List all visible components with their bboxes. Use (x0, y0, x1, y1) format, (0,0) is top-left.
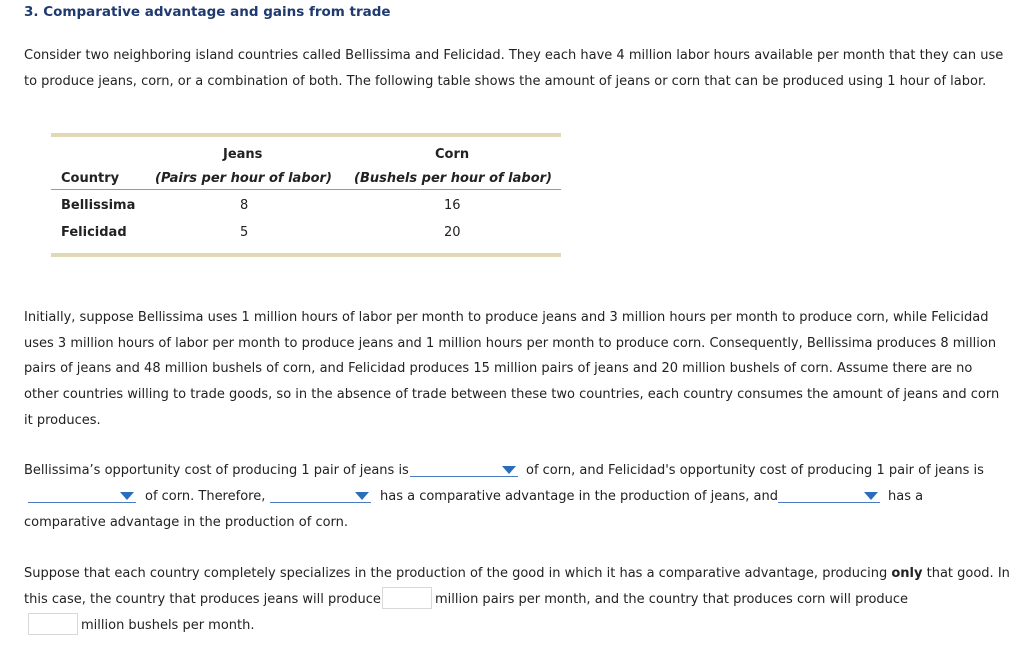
header-divider (51, 189, 561, 190)
row-corn: 20 (444, 225, 461, 240)
corn-advantage-country-dropdown[interactable] (778, 488, 880, 503)
header-country: Country (61, 171, 120, 186)
production-table (51, 133, 561, 257)
q2-text-c: this case, the country that produces jeans will produce (24, 592, 381, 607)
felicidad-opportunity-cost-dropdown[interactable] (28, 488, 136, 503)
chevron-down-icon (355, 492, 369, 500)
jeans-quantity-input[interactable] (382, 587, 432, 609)
q1-text-f: comparative advantage in the production of corn. (24, 515, 349, 530)
header-jeans-unit: (Pairs per hour of labor) (155, 171, 332, 186)
q1-text-e: has a (888, 489, 924, 504)
question-title: 3. Comparative advantage and gains from trade (24, 4, 391, 20)
row-jeans: 5 (240, 225, 249, 240)
row-corn: 16 (444, 198, 461, 213)
header-corn-unit: (Bushels per hour of labor) (354, 171, 553, 186)
q2-emphasis: only (891, 566, 923, 581)
q2-text-d: million pairs per month, and the country that produces corn will produce (435, 592, 909, 607)
q2-text-e: million bushels per month. (81, 618, 255, 633)
q1-text-c: of corn. Therefore, (145, 489, 266, 504)
bellissima-opportunity-cost-dropdown[interactable] (410, 462, 518, 477)
header-corn: Corn (435, 147, 470, 162)
corn-quantity-input[interactable] (28, 613, 78, 635)
table-top-rule (51, 133, 561, 137)
table-bottom-rule (51, 253, 561, 257)
q1-text-a: Bellissima’s opportunity cost of producing 1 pair of jeans is (24, 463, 409, 478)
header-jeans: Jeans (223, 147, 263, 162)
scenario-paragraph: Initially, suppose Bellissima uses 1 million hours of labor per month to produce jeans and 3 million hours per month to produce corn, while Felicidad uses 3 million hours of labor per month to produce jeans and 1 million hours per month to produce corn. Consequently, Bellissima produces 8 million pairs of jeans and 48 million bushels of corn, and Felicidad produces 15 million pairs of jeans and 20 million bushels of corn. Assume there are no other countries willing to trade goods, so in the absence of trade between these two countries, each country consumes the amount of jeans and corn it produces. (24, 310, 1000, 428)
jeans-advantage-country-dropdown[interactable] (270, 488, 371, 503)
row-country: Bellissima (61, 198, 136, 213)
chevron-down-icon (502, 466, 516, 474)
row-country: Felicidad (61, 225, 127, 240)
q2-text-b: that good. In (926, 566, 1010, 581)
q2-line-1 (24, 566, 1010, 581)
q1-text-d: has a comparative advantage in the production of jeans, and (380, 489, 778, 504)
q1-text-b: of corn, and Felicidad's opportunity cost of producing 1 pair of jeans is (526, 463, 984, 478)
row-jeans: 8 (240, 198, 249, 213)
q2-text-a: Suppose that each country completely specializes in the production of the good in which it has a comparative advantage, producing (24, 566, 888, 581)
chevron-down-icon (864, 492, 878, 500)
chevron-down-icon (120, 492, 134, 500)
intro-paragraph: Consider two neighboring island countries called Bellissima and Felicidad. They each have 4 million labor hours available per month that they can use to produce jeans, corn, or a combination of both. The following table shows the amount of jeans or corn that can be produced using 1 hour of labor. (24, 48, 1004, 89)
